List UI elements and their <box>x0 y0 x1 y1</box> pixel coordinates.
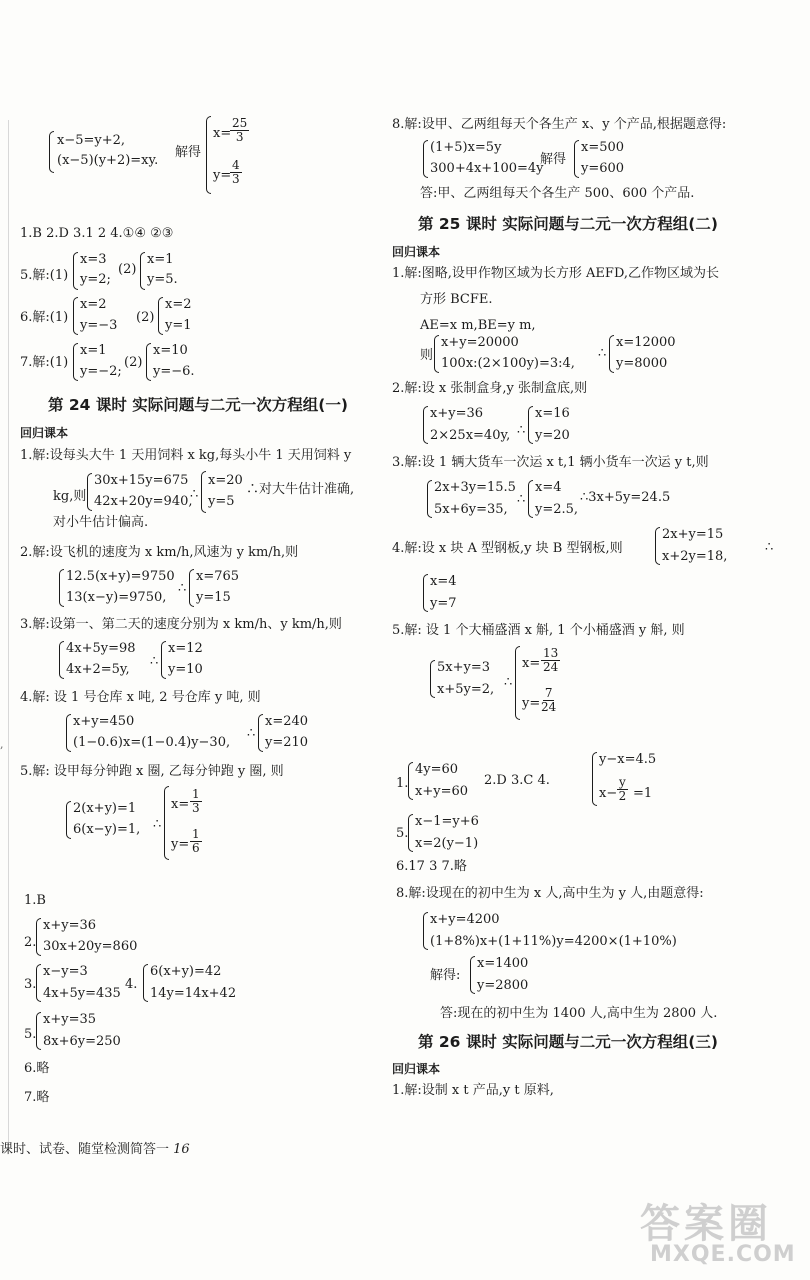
equation: y=2.5, <box>535 502 579 517</box>
brace <box>36 1012 41 1050</box>
answer-item: 6.略 <box>24 1061 50 1076</box>
brace <box>189 569 194 607</box>
result-x: x= <box>171 797 190 812</box>
brace <box>66 801 71 839</box>
result-y: y= <box>213 168 232 183</box>
section-subtitle: 回归课本 <box>20 426 69 440</box>
problem-text: 2.解:设 x 张制盒身,y 张制盒底,则 <box>392 381 588 396</box>
answer-text: 2.D 3.C 4. <box>484 773 550 788</box>
solve-label: 解得: <box>430 968 461 983</box>
equation: y=10 <box>168 662 203 677</box>
equation: 5x+6y=35, <box>434 502 508 517</box>
answer-text: 答:现在的初中生为 1400 人,高中生为 2800 人. <box>440 1006 718 1021</box>
brace <box>161 641 166 679</box>
equation: x=765 <box>196 569 240 584</box>
therefore: ∴ <box>598 346 607 361</box>
brace <box>515 646 520 720</box>
equation: 2x+3y=15.5 <box>434 480 516 495</box>
equation: (x−5)(y+2)=xy. <box>57 153 159 168</box>
binding-mark: , <box>0 738 4 751</box>
brace <box>36 964 41 1002</box>
problem-text: 4.解:设 x 块 A 型钢板,y 块 B 型钢板,则 <box>392 541 623 556</box>
equation: x=240 <box>265 714 309 729</box>
problem-text: 则 <box>420 348 434 363</box>
problem-text: 2.解:设飞机的速度为 x km/h,风速为 y km/h,则 <box>20 545 299 560</box>
equation: 30x+20y=860 <box>43 939 138 954</box>
therefore: ∴ <box>153 817 162 832</box>
equation: y=1 <box>165 318 192 333</box>
equation: 4y=60 <box>415 762 459 777</box>
answer-line: 1.B 2.D 3.1 2 4.①④ ②③ <box>20 226 174 241</box>
problem-text: 4.解: 设 1 号仓库 x 吨, 2 号仓库 y 吨, 则 <box>20 690 261 705</box>
fraction: $\frac{1}{6}$ <box>192 827 200 855</box>
equation: x=2 <box>165 297 192 312</box>
brace <box>430 660 435 698</box>
therefore: ∴ <box>190 487 199 502</box>
brace <box>146 343 151 381</box>
brace <box>258 714 263 752</box>
equation: x+y=35 <box>43 1012 97 1027</box>
equation: x=2(y−1) <box>415 836 479 851</box>
equation: x=4 <box>430 574 457 589</box>
problem-text: 8.解:设现在的初中生为 x 人,高中生为 y 人,由题意得: <box>396 886 704 901</box>
result-y: y= <box>171 837 190 852</box>
equation: x=10 <box>153 343 188 358</box>
solve-label: 解得 <box>175 145 202 160</box>
equation: x=12000 <box>616 335 676 350</box>
equation: y=5 <box>208 494 235 509</box>
problem-text: AE=x m,BE=y m, <box>420 318 536 333</box>
section-title: 第 25 课时 实际问题与二元一次方程组(二) <box>418 215 718 233</box>
brace <box>470 956 475 994</box>
equation: x=2 <box>80 297 107 312</box>
therefore: ∴ <box>765 540 774 555</box>
section-subtitle: 回归课本 <box>392 245 441 259</box>
problem-text: 3.解:设第一、第二天的速度分别为 x km/h、y km/h,则 <box>20 617 342 632</box>
brace <box>201 471 206 513</box>
equation: x+y=36 <box>43 918 97 933</box>
equation: =1 <box>633 786 653 801</box>
problem-text: 1.解:设每头大牛 1 天用饲料 x kg,每头小牛 1 天用饲料 y <box>20 448 352 463</box>
equation: x+y=4200 <box>430 912 500 927</box>
equation: y=210 <box>265 735 309 750</box>
watermark-logo <box>640 1192 800 1272</box>
problem-text: 5.解: 设 1 个大桶盛酒 x 斛, 1 个小桶盛酒 y 斛, 则 <box>392 623 685 638</box>
answer-text: 答:甲、乙两组每天个各生产 500、600 个产品. <box>420 186 695 201</box>
brace <box>408 814 413 852</box>
brace <box>143 964 148 1002</box>
question-label: 5. <box>24 1027 37 1042</box>
equation: y=5. <box>147 272 178 287</box>
brace <box>73 252 78 290</box>
equation: (1−0.6)x=(1−0.4)y−30, <box>73 735 231 750</box>
brace <box>423 406 428 444</box>
part-label: (2) <box>124 355 143 370</box>
equation: x=1 <box>80 343 107 358</box>
equation: 13(x−y)=9750, <box>66 590 167 605</box>
equation: x−5=y+2, <box>57 133 126 148</box>
brace <box>528 480 533 518</box>
equation: 30x+15y=675 <box>94 473 189 488</box>
brace <box>528 406 533 444</box>
equation: x=3 <box>80 252 107 267</box>
equation: 2×25x=40y, <box>430 428 511 443</box>
equation: 6(x+y)=42 <box>150 964 222 979</box>
fraction: $\frac{13}{24}$ <box>543 646 559 674</box>
equation: y=2; <box>80 272 111 287</box>
equation: x=4 <box>535 480 562 495</box>
equation: x+5y=2, <box>437 682 495 697</box>
equation: 100x:(2×100y)=3:4, <box>441 356 575 371</box>
equation: x+y=60 <box>415 784 469 799</box>
brace <box>59 641 64 679</box>
brace <box>423 912 428 950</box>
problem-text: ∴对大牛估计准确, <box>246 482 355 497</box>
problem-text: 5.解: 设甲每分钟跑 x 圈, 乙每分钟跑 y 圈, 则 <box>20 764 284 779</box>
brace <box>36 918 41 956</box>
brace <box>49 131 54 173</box>
equation: x−1=y+6 <box>415 814 479 829</box>
equation: y=−3 <box>80 318 118 333</box>
brace <box>206 116 211 194</box>
therefore: ∴ <box>178 581 187 596</box>
answer-item: 1.B <box>24 893 46 908</box>
solve-label: 解得 <box>540 152 567 167</box>
equation: x=16 <box>535 406 570 421</box>
equation: y=8000 <box>616 356 668 371</box>
question-label: 5. <box>396 826 409 841</box>
result-y: y= <box>522 696 541 711</box>
watermark-text: 答案圈 <box>640 1201 772 1247</box>
brace <box>87 473 92 511</box>
therefore: ∴ <box>517 423 526 438</box>
brace <box>140 252 145 290</box>
therefore: ∴ <box>517 492 526 507</box>
brace <box>574 140 579 178</box>
result-x: x= <box>213 126 232 141</box>
fraction: $\frac{25}{3}$ <box>232 116 248 144</box>
part-label: (2) <box>136 310 155 325</box>
equation: 42x+20y=940, <box>94 494 193 509</box>
question-label: 6.解:(1) <box>20 310 69 325</box>
equation: y=−2; <box>80 364 122 379</box>
equation: x=1400 <box>477 956 529 971</box>
problem-text: 方形 BCFE. <box>420 292 493 307</box>
page-number: 16 <box>173 1142 190 1157</box>
fraction: $\frac{y}{2}$ <box>618 775 627 803</box>
question-label: 1. <box>396 776 409 791</box>
brace <box>423 574 428 612</box>
brace <box>427 480 432 518</box>
problem-text: 对小牛估计偏高. <box>53 515 149 530</box>
equation: x=500 <box>581 140 625 155</box>
equation: x+y=20000 <box>441 335 519 350</box>
fraction: $\frac{7}{24}$ <box>541 686 557 714</box>
therefore: ∴ <box>247 726 256 741</box>
equation: 2(x+y)=1 <box>73 801 137 816</box>
fraction: $\frac{4}{3}$ <box>232 158 240 186</box>
problem-text: kg,则 <box>53 489 87 504</box>
equation: 300+4x+100=4y <box>430 161 544 176</box>
brace <box>73 297 78 335</box>
equation: x=1 <box>147 252 174 267</box>
equation: 12.5(x+y)=9750 <box>66 569 175 584</box>
brace <box>66 714 71 752</box>
therefore: ∴ <box>150 654 159 669</box>
equation: 5x+y=3 <box>437 660 491 675</box>
problem-text: 1.解:图略,设甲作物区域为长方形 AEFD,乙作物区域为长 <box>392 266 720 281</box>
equation: 14y=14x+42 <box>150 986 237 1001</box>
brace <box>164 786 169 860</box>
question-label: 5.解:(1) <box>20 268 69 283</box>
section-title: 第 26 课时 实际问题与二元一次方程组(三) <box>418 1033 718 1051</box>
equation: x+2y=18, <box>662 549 728 564</box>
equation: y=−6. <box>153 364 195 379</box>
equation: 8x+6y=250 <box>43 1034 121 1049</box>
equation: y=15 <box>196 590 231 605</box>
brace <box>73 343 78 381</box>
therefore: ∴ <box>504 675 513 690</box>
equation: 6(x−y)=1, <box>73 822 141 837</box>
brace <box>158 297 163 335</box>
answer-item: 7.略 <box>24 1090 50 1105</box>
problem-text: 1.解:设制 x t 产品,y t 原料, <box>392 1083 554 1098</box>
equation: y=20 <box>535 428 570 443</box>
footer-text: 课时、试卷、随堂检测简答一 <box>0 1142 170 1157</box>
equation: x+y=36 <box>430 406 484 421</box>
answer-line: 6.17 3 7.略 <box>396 859 467 874</box>
page-footer <box>0 1138 190 1157</box>
brace <box>609 335 614 373</box>
equation: x=12 <box>168 641 203 656</box>
equation: 4x+5y=435 <box>43 986 121 1001</box>
question-label: 4. <box>125 977 138 992</box>
part-label: (2) <box>118 262 137 277</box>
equation: y−x=4.5 <box>599 752 657 767</box>
question-label: 7.解:(1) <box>20 355 69 370</box>
equation: y=2800 <box>477 978 529 993</box>
brace <box>592 752 597 806</box>
watermark-url: MXQE.COM <box>650 1242 796 1267</box>
equation: (1+8%)x+(1+11%)y=4200×(1+10%) <box>430 934 677 949</box>
equation: 4x+5y=98 <box>66 641 136 656</box>
equation: 2x+y=15 <box>662 527 724 542</box>
brace <box>655 527 660 565</box>
brace <box>434 335 439 373</box>
question-label: 3. <box>24 977 37 992</box>
fraction: $\frac{1}{3}$ <box>192 787 200 815</box>
column-rule <box>8 120 9 1150</box>
equation: y=600 <box>581 161 625 176</box>
section-title: 第 24 课时 实际问题与二元一次方程组(一) <box>48 396 348 414</box>
equation: x− <box>599 786 618 801</box>
section-subtitle: 回归课本 <box>392 1062 441 1076</box>
problem-text: 3.解:设 1 辆大货车一次运 x t,1 辆小货车一次运 y t,则 <box>392 455 709 470</box>
brace <box>59 569 64 607</box>
equation: (1+5)x=5y <box>430 140 502 155</box>
equation: x=20 <box>208 473 243 488</box>
brace <box>423 140 428 178</box>
problem-text: 8.解:设甲、乙两组每天个各生产 x、y 个产品,根据题意得: <box>392 117 727 132</box>
equation: 4x+2=5y, <box>66 662 130 677</box>
result-x: x= <box>522 656 541 671</box>
equation: y=7 <box>430 596 457 611</box>
brace <box>408 762 413 800</box>
equation: x−y=3 <box>43 964 88 979</box>
problem-text: ∴3x+5y=24.5 <box>580 490 671 505</box>
equation: x+y=450 <box>73 714 135 729</box>
question-label: 2. <box>24 935 37 950</box>
